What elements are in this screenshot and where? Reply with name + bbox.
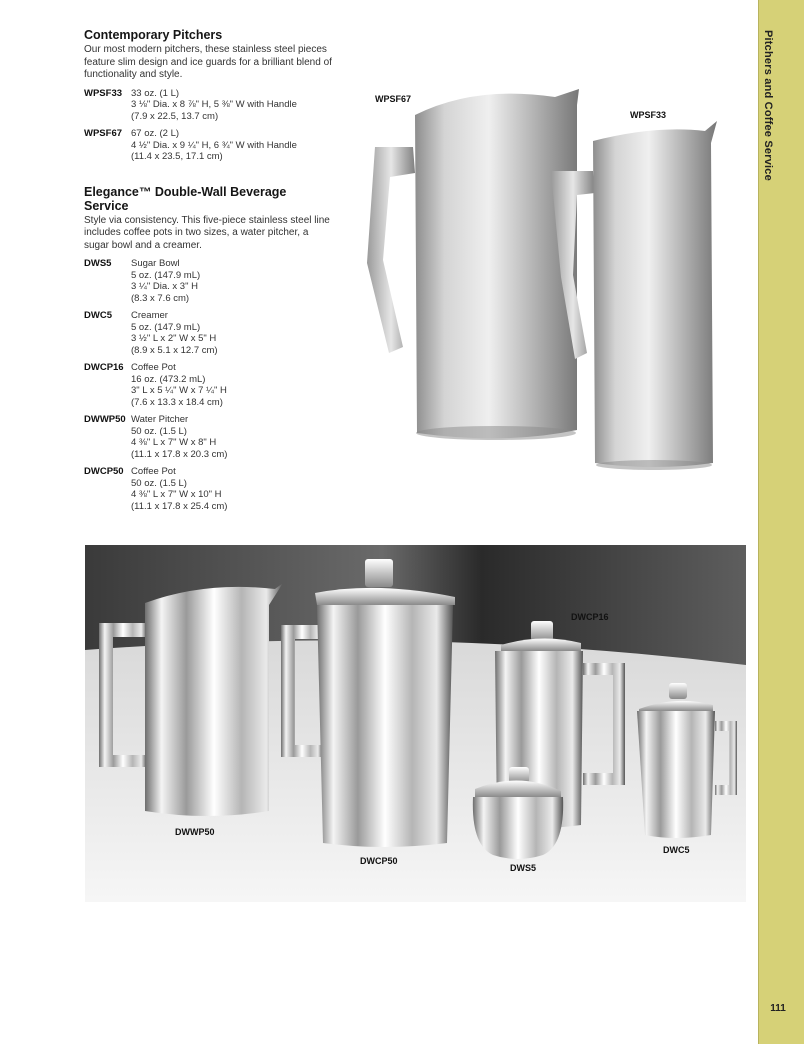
label-dwc5: DWC5	[663, 845, 690, 855]
contemporary-pitchers-photo	[355, 85, 730, 485]
product-detail: 3" L x 5 ¼" W x 7 ¼" H	[131, 385, 227, 396]
product-detail: (7.9 x 22.5, 13.7 cm)	[131, 110, 219, 122]
elegance-beverage-section	[84, 185, 334, 513]
product-detail: 33 oz. (1 L)	[131, 87, 180, 99]
sidebar-section-title	[762, 30, 798, 330]
label-wpsf67: WPSF67	[375, 94, 412, 104]
product-detail: Coffee Pot	[131, 362, 176, 373]
product-detail: 50 oz. (1.5 L)	[131, 477, 187, 489]
product-code: WPSF67	[84, 128, 123, 139]
product-detail: 67 oz. (2 L)	[131, 128, 180, 139]
label-dws5: DWS5	[510, 863, 537, 873]
contemporary-pitchers-section	[84, 28, 334, 163]
product-detail: 4 ½" Dia. x 9 ¼" H, 6 ¾" W with Handle	[131, 139, 297, 151]
label-dwcp50: DWCP50	[360, 856, 398, 866]
product-detail: 16 oz. (473.2 mL)	[131, 373, 206, 385]
product-code: DWCP50	[84, 466, 124, 477]
product-detail: Creamer	[131, 310, 168, 321]
product-detail: 4 ⅜" L x 7" W x 8" H	[131, 437, 217, 448]
product-detail: 50 oz. (1.5 L)	[131, 425, 187, 437]
product-detail: 3 ⅛" Dia. x 8 ⅞" H, 5 ⅜" W with Handle	[131, 99, 297, 110]
section-title: Elegance™ Double-Wall Beverage Service	[84, 184, 287, 213]
product-detail: Coffee Pot	[131, 466, 176, 477]
product-detail: (7.6 x 13.3 x 18.4 cm)	[131, 396, 223, 408]
section-description: Style via consistency. This five-piece stainless steel line includes coffee pots in two sizes, a water pitcher, a sugar bowl and a creamer.	[84, 214, 330, 251]
product-detail: Sugar Bowl	[131, 258, 180, 269]
product-detail: (11.4 x 23.5, 17.1 cm)	[131, 151, 223, 162]
product-detail: 3 ½" L x 2" W x 5" H	[131, 333, 217, 344]
product-code: WPSF33	[84, 87, 123, 99]
sidebar-title-text: Pitchers and Coffee Service	[762, 30, 774, 181]
product-entry	[84, 414, 334, 460]
product-detail: (11.1 x 17.8 x 20.3 cm)	[131, 448, 228, 460]
product-text-column	[84, 28, 334, 518]
product-code: DWCP16	[84, 362, 124, 373]
product-detail: (11.1 x 17.8 x 25.4 cm)	[131, 500, 228, 512]
product-detail: 5 oz. (147.9 mL)	[131, 269, 201, 281]
elegance-service-photo	[85, 545, 746, 902]
pitchers-illustration	[355, 85, 730, 485]
product-code: DWS5	[84, 258, 112, 269]
product-detail: 3 ¼" Dia. x 3" H	[131, 281, 198, 292]
product-entry	[84, 362, 334, 408]
product-code: DWC5	[84, 310, 112, 321]
label-dwwp50: DWWP50	[175, 827, 215, 837]
product-entry	[84, 258, 334, 304]
pitcher-large-shape	[367, 89, 579, 440]
product-detail: 5 oz. (147.9 mL)	[131, 321, 201, 333]
product-detail: 4 ⅜" L x 7" W x 10" H	[131, 489, 222, 500]
product-detail: (8.3 x 7.6 cm)	[131, 292, 190, 304]
beverage-set-illustration	[85, 545, 746, 902]
label-dwcp16: DWCP16	[571, 612, 609, 622]
product-entry	[84, 128, 334, 163]
product-detail: (8.9 x 5.1 x 12.7 cm)	[131, 344, 218, 356]
page-number: 111	[770, 1003, 786, 1014]
section-title: Contemporary Pitchers	[84, 28, 223, 42]
product-entry	[84, 310, 334, 356]
label-wpsf33: WPSF33	[630, 110, 667, 120]
product-entry	[84, 88, 334, 123]
product-entry	[84, 466, 334, 512]
product-detail: Water Pitcher	[131, 414, 189, 425]
product-code: DWWP50	[84, 414, 126, 425]
section-description: Our most modern pitchers, these stainless steel pieces feature slim design and ice guards for a brilliant blend of functionality and style.	[84, 44, 332, 80]
